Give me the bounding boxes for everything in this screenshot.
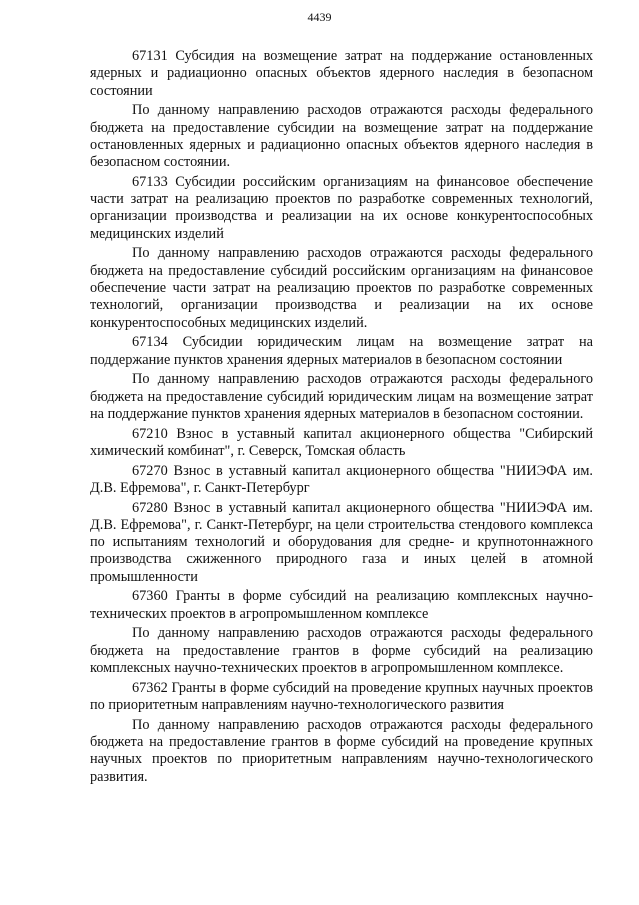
paragraph-67134-description: По данному направлению расходов отражаются расходы федерального бюджета на предоставление субсидий юридическим лицам на возмещение затрат на поддержание пунктов хранения ядерных материалов в безопасном состоянии. — [90, 371, 593, 422]
paragraph-67133-description: По данному направлению расходов отражаются расходы федерального бюджета на предоставление субсидий российским организациям на финансовое обеспечение части затрат на реализацию проектов по разработке современных технологий, организации производства и реализации на их основе конкурентоспособных медицинских изделий. — [90, 245, 593, 331]
paragraph-67360-description: По данному направлению расходов отражаются расходы федерального бюджета на предоставление грантов в форме субсидий на реализацию комплексных научно-технических проектов в агропромышленном комплексе. — [90, 625, 593, 676]
page-number: 4439 — [307, 10, 332, 24]
document-body — [90, 48, 593, 786]
paragraph-67360-title: 67360 Гранты в форме субсидий на реализацию комплексных научно-технических проектов в агропромышленном комплексе — [90, 588, 593, 622]
paragraph-67280-title: 67280 Взнос в уставный капитал акционерного общества "НИИЭФА им. Д.В. Ефремова", г. Санкт-Петербург, на цели строительства стендового комплекса по испытаниям технологий и оборудования для средне- и крупнотоннажного производства сжиженного природного газа и иных целей в атомной промышленности — [90, 499, 593, 585]
paragraph-67131-description: По данному направлению расходов отражаются расходы федерального бюджета на предоставление субсидии на возмещение затрат на поддержание остановленных ядерных и радиационно опасных объектов ядерного наследия в безопасном состоянии. — [90, 102, 593, 171]
paragraph-67131-title: 67131 Субсидия на возмещение затрат на поддержание остановленных ядерных и радиационно опасных объектов ядерного наследия в безопасном состоянии — [90, 48, 593, 99]
paragraph-67133-title: 67133 Субсидии российским организациям на финансовое обеспечение части затрат на реализацию проектов по разработке современных технологий, организации производства и реализации на их основе конкурентоспособных медицинских изделий — [90, 173, 593, 242]
paragraph-67362-description: По данному направлению расходов отражаются расходы федерального бюджета на предоставление грантов в форме субсидий на проведение крупных научных проектов по приоритетным направлениям научно-технологического развития. — [90, 716, 593, 785]
paragraph-67210-title: 67210 Взнос в уставный капитал акционерного общества "Сибирский химический комбинат", г. Северск, Томская область — [90, 425, 593, 459]
paragraph-67270-title: 67270 Взнос в уставный капитал акционерного общества "НИИЭФА им. Д.В. Ефремова", г. Санкт-Петербург — [90, 462, 593, 496]
paragraph-67362-title: 67362 Гранты в форме субсидий на проведение крупных научных проектов по приоритетным направлениям научно-технологического развития — [90, 679, 593, 713]
paragraph-67134-title: 67134 Субсидии юридическим лицам на возмещение затрат на поддержание пунктов хранения ядерных материалов в безопасном состоянии — [90, 334, 593, 368]
